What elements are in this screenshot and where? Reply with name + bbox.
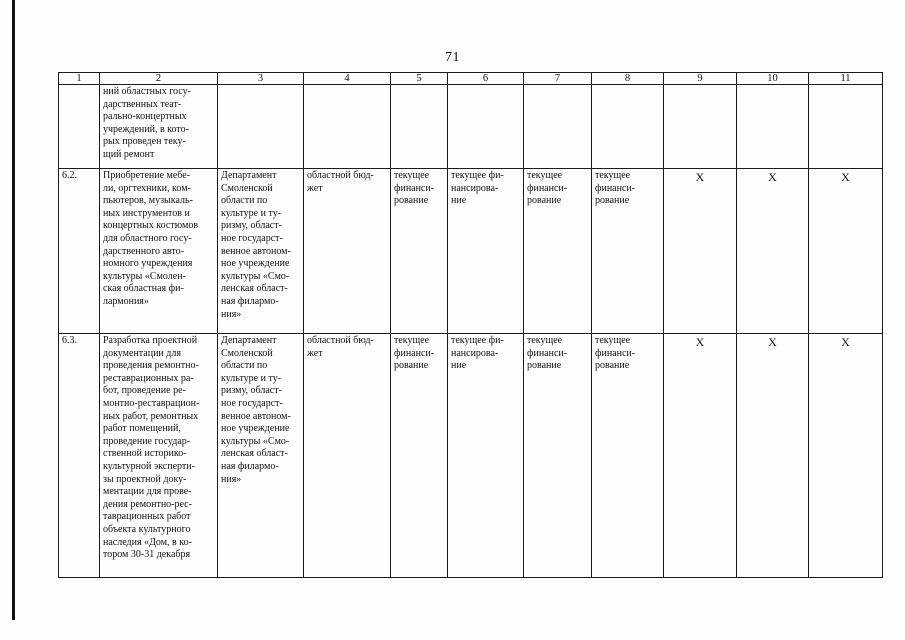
row-cell [524, 85, 592, 169]
row-source: областной бюд- жет [304, 169, 391, 334]
row-mark [809, 85, 883, 169]
row-mark: Х [737, 169, 809, 334]
row-cell: текущее финанси- рование [524, 169, 592, 334]
row-description: ний областных госу- дарственных теат- рально-концертных учреждений, в кото- рых проведен теку- щий ремонт [100, 85, 218, 169]
row-executor: Департамент Смоленской области по культуре и ту- ризму, област- ное государст- венное автоном- ное учреждение культуры «Смо- ленская област- ная филармо- ния» [218, 334, 304, 578]
col-header: 6 [448, 73, 524, 85]
col-header: 1 [59, 73, 100, 85]
row-executor [218, 85, 304, 169]
row-source [304, 85, 391, 169]
row-cell: текущее финанси- рование [524, 334, 592, 578]
row-cell: текущее финанси- рование [592, 334, 664, 578]
row-description: Приобретение мебе- ли, оргтехники, ком- пьютеров, музыкаль- ных инструментов и концертных костюмов для областного госу- дарственного авто- номного учреждения культуры «Смолен- ская областная фи- лармония» [100, 169, 218, 334]
col-header: 5 [391, 73, 448, 85]
row-cell [592, 85, 664, 169]
row-mark: Х [809, 169, 883, 334]
table-row [59, 169, 883, 334]
table-row [59, 334, 883, 578]
row-executor: Департамент Смоленской области по культуре и ту- ризму, област- ное государст- венное автоном- ное учреждение культуры «Смо- ленская област- ная филармо- ния» [218, 169, 304, 334]
row-number: 6.3. [59, 334, 100, 578]
row-mark: Х [809, 334, 883, 578]
row-mark [737, 85, 809, 169]
row-description: Разработка проектной документации для проведения ремонтно- реставрационных ра- бот, проведение ре- монтно-реставрацион- ных работ, ремонтных работ помещений, проведение государ- ственной историко- культурной эксперти- зы проектной доку- ментации для прове- дения ремонтно-рес- таврационных работ объекта культурного наследия «Дом, в ко- тором 30-31 декабря [100, 334, 218, 578]
budget-table [58, 72, 883, 578]
row-source: областной бюд- жет [304, 334, 391, 578]
column-number-row [59, 73, 883, 85]
row-mark: Х [737, 334, 809, 578]
col-header: 10 [737, 73, 809, 85]
row-mark: Х [664, 334, 737, 578]
row-cell: текущее фи- нансирова- ние [448, 334, 524, 578]
page-number: 71 [445, 50, 460, 65]
row-cell: текущее фи- нансирова- ние [448, 169, 524, 334]
col-header: 7 [524, 73, 592, 85]
col-header: 3 [218, 73, 304, 85]
row-cell: текущее финанси- рование [391, 169, 448, 334]
row-cell [448, 85, 524, 169]
row-cell [391, 85, 448, 169]
row-mark: Х [664, 169, 737, 334]
col-header: 9 [664, 73, 737, 85]
row-cell: текущее финанси- рование [391, 334, 448, 578]
row-mark [664, 85, 737, 169]
col-header: 8 [592, 73, 664, 85]
col-header: 4 [304, 73, 391, 85]
scan-edge-bar [12, 0, 15, 620]
row-number [59, 85, 100, 169]
col-header: 11 [809, 73, 883, 85]
row-cell: текущее финанси- рование [592, 169, 664, 334]
row-number: 6.2. [59, 169, 100, 334]
col-header: 2 [100, 73, 218, 85]
table-row [59, 85, 883, 169]
